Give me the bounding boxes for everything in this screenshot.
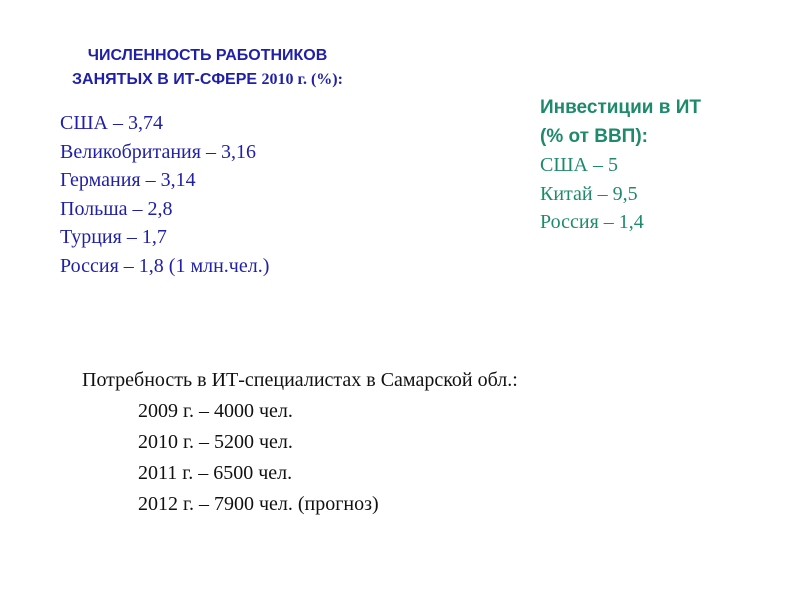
workers-item-russia: Россия – 1,8 (1 млн.чел.) [60, 254, 270, 277]
workers-item-poland: Польша – 2,8 [60, 197, 173, 220]
workers-item-turkey: Турция – 1,7 [60, 226, 167, 248]
demand-item-2011: 2011 г. – 6500 чел. [138, 462, 293, 484]
investments-title-line-1: Инвестиции в ИТ [540, 97, 701, 118]
demand-block [82, 365, 518, 520]
heading-line-1: ЧИСЛЕННОСТЬ РАБОТНИКОВ [87, 47, 328, 64]
demand-item-2012: 2012 г. – 7900 чел. (прогноз) [138, 493, 379, 515]
heading-line-2-prefix: ЗАНЯТЫХ В ИТ-СФЕРЕ [72, 71, 262, 88]
workers-item-usa: США – 3,74 [60, 112, 163, 134]
investments-block [540, 94, 701, 237]
investments-item-russia: Россия – 1,4 [540, 211, 644, 233]
heading-line-2-year: 2010 г. (%): [261, 71, 343, 88]
demand-item-2009: 2009 г. – 4000 чел. [138, 400, 293, 422]
workers-item-germany: Германия – 3,14 [60, 169, 196, 191]
workers-item-uk: Великобритания – 3,16 [60, 140, 256, 163]
heading-line-2 [10, 68, 405, 92]
investments-item-usa: США – 5 [540, 154, 618, 176]
workers-list [60, 109, 269, 280]
slide-heading [10, 44, 405, 92]
investments-item-china: Китай – 9,5 [540, 182, 638, 205]
investments-title-line-2: (% от ВВП): [540, 125, 648, 147]
demand-item-2010: 2010 г. – 5200 чел. [138, 431, 293, 453]
demand-title: Потребность в ИТ-специалистах в Самарской обл.: [82, 369, 518, 391]
